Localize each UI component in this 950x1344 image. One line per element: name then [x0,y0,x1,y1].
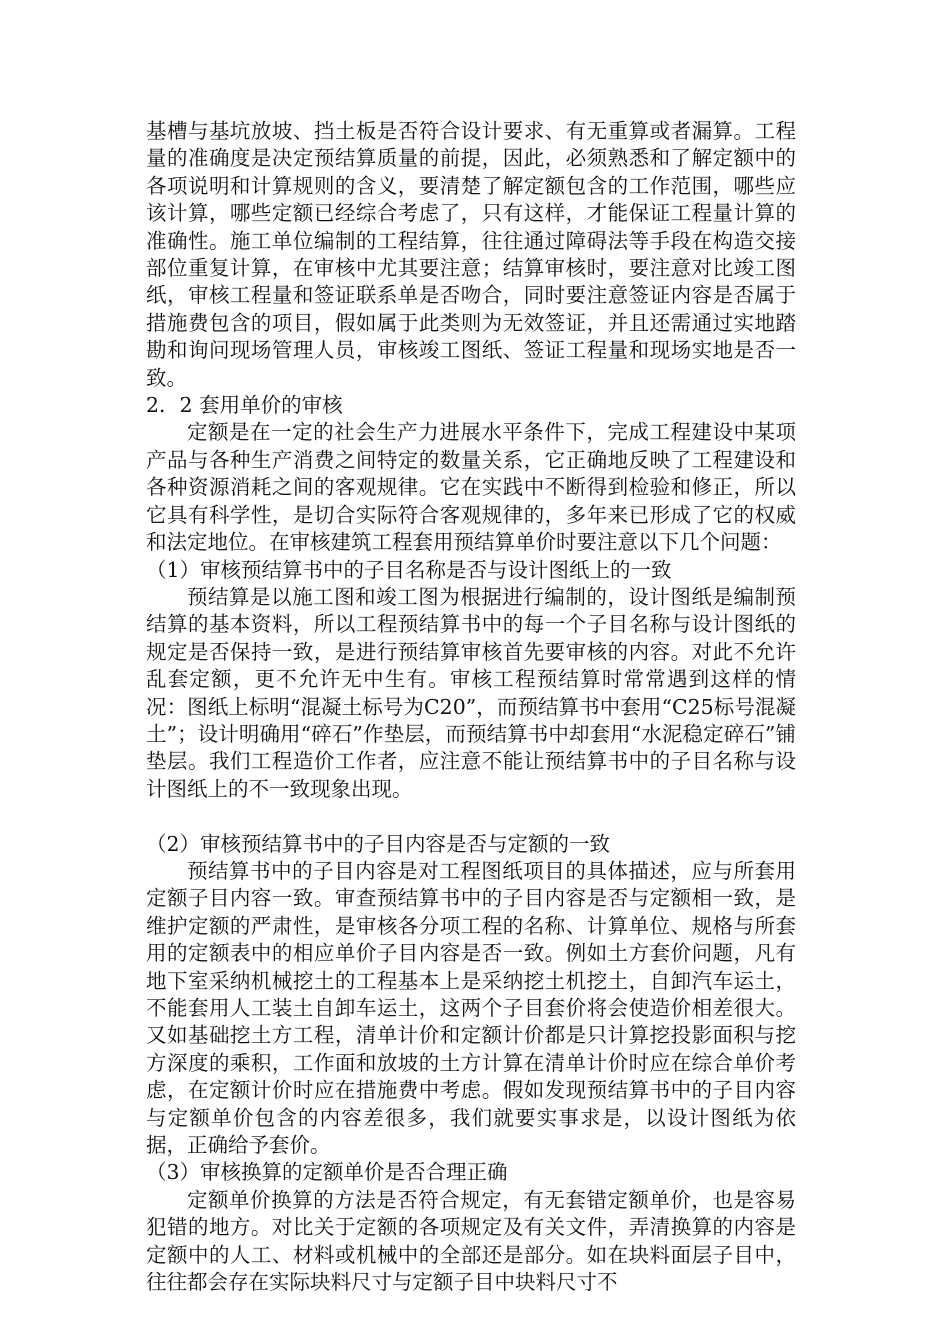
subheading-item-2: （2）审核预结算书中的子目内容是否与定额的一致 [146,831,611,856]
paragraph-item-content: 预结算书中的子目内容是对工程图纸项目的具体描述，应与所套用定额子目内容一致。审查预结算书中的子目内容是否与定额相一致，是维护定额的严肃性，是审核各分项工程的名称、计算单位、规格与所套用的定额表中的相应单价子目内容是否一致。例如土方套价问题，凡有地下室采纳机械挖土的工程基本上是采纳挖土机挖土，自卸汽车运土，不能套用人工装土自卸车运土，这两个子目套价将会使造价相差很大。又如基础挖土方工程，清单计价和定额计价都是只计算挖投影面积与挖方深度的乘积，工作面和放坡的土方计算在清单计价时应在综合单价考虑，在定额计价时应在措施费中考虑。假如发现预结算书中的子目内容与定额单价包含的内容差很多，我们就要实事求是，以设计图纸为依据，正确给予套价。 [146,858,796,1158]
subheading-item-3: （3）审核换算的定额单价是否合理正确 [146,1160,508,1185]
paragraph-gap [146,803,796,830]
paragraph-quantity-accuracy: 基槽与基坑放坡、挡土板是否符合设计要求、有无重算或者漏算。工程量的准确度是决定预结算质量的前提，因此，必须熟悉和了解定额中的各项说明和计算规则的含义，要清楚了解定额包含的工作范围，哪些应该计算，哪些定额已经综合考虑了，只有这样，才能保证工程量计算的准确性。施工单位编制的工程结算，往往通过障碍法等手段在构造交接部位重复计算，在审核中尤其要注意；结算审核时，要注意对比竣工图纸，审核工程量和签证联系单是否吻合，同时要注意签证内容是否属于措施费包含的项目，假如属于此类则为无效签证，并且还需通过实地踏勘和询问现场管理人员，审核竣工图纸、签证工程量和现场实地是否一致。 [146,119,796,390]
paragraph-quota-definition: 定额是在一定的社会生产力进展水平条件下，完成工程建设中某项产品与各种生产消费之间特定的数量关系，它正确地反映了工程建设和各种资源消耗之间的客观规律。它在实践中不断得到检验和修正，所以它具有科学性，是切合实际符合客观规律的，多年来已形成了它的权威和法定地位。在审核建筑工程套用预结算单价时要注意以下几个问题： [146,420,796,555]
section-heading-2-2: 2．2 套用单价的审核 [146,393,343,418]
paragraph-unit-price-conversion: 定额单价换算的方法是否符合规定，有无套错定额单价，也是容易犯错的地方。对比关于定额的各项规定及有关文件，弄清换算的内容是定额中的人工、材料或机械中的全部还是部分。如在块料面层子目中，往往都会存在实际块料尺寸与定额子目中块料尺寸不 [146,1187,796,1295]
subheading-item-1: （1）审核预结算书中的子目名称是否与设计图纸上的一致 [146,557,672,582]
paragraph-item-names: 预结算是以施工图和竣工图为根据进行编制的，设计图纸是编制预结算的基本资料，所以工程预结算书中的每一个子目名称与设计图纸的规定是否保持一致，是进行预结算审核首先要审核的内容。对此不允许乱套定额，更不允许无中生有。审核工程预结算时常常遇到这样的情况：图纸上标明“混凝土标号为C20”，而预结算书中套用“C25标号混凝土”；设计明确用“碎石”作垫层，而预结算书中却套用“水泥稳定碎石”铺垫层。我们工程造价工作者，应注意不能让预结算书中的子目名称与设计图纸上的不一致现象出现。 [146,584,796,801]
document-body [146,118,796,1296]
